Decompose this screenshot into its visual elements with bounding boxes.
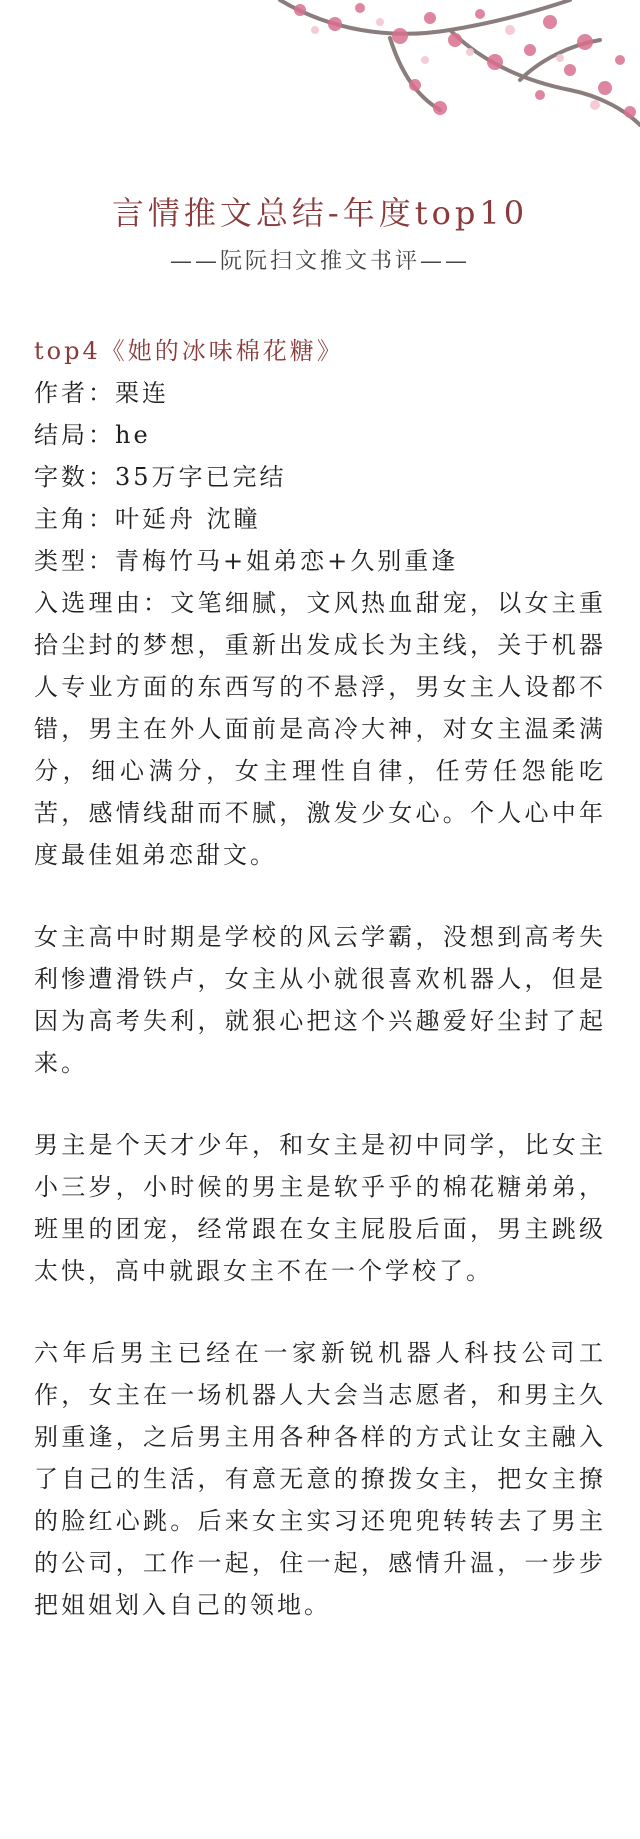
article-body bbox=[34, 330, 606, 1626]
plum-blossom-branch-icon bbox=[240, 0, 640, 140]
book-ending: 结局：he bbox=[34, 421, 151, 449]
book-word-count: 字数：35万字已完结 bbox=[34, 463, 287, 491]
paragraph-1: 女主高中时期是学校的风云学霸，没想到高考失利惨遭滑铁卢，女主从小就很喜欢机器人，但是因为高考失利，就狠心把这个兴趣爱好尘封了起来。 bbox=[34, 923, 606, 1077]
book-leads: 主角：叶延舟 沈瞳 bbox=[34, 505, 261, 533]
page-title: 言情推文总结-年度top10 bbox=[111, 194, 529, 232]
book-author: 作者：栗连 bbox=[34, 379, 169, 407]
book-reason: 入选理由：文笔细腻，文风热血甜宠，以女主重拾尘封的梦想，重新出发成长为主线，关于机器人专业方面的东西写的不悬浮，男女主人设都不错，男主在外人面前是高冷大神，对女主温柔满分，细心满分，女主理性自律，任劳任怨能吃苦，感情线甜而不腻，激发少女心。个人心中年度最佳姐弟恋甜文。 bbox=[34, 589, 606, 869]
page-subtitle: ——阮阮扫文推文书评—— bbox=[169, 249, 470, 274]
book-genre: 类型：青梅竹马+姐弟恋+久别重逢 bbox=[34, 547, 459, 575]
paragraph-3: 六年后男主已经在一家新锐机器人科技公司工作，女主在一场机器人大会当志愿者，和男主久别重逢，之后男主用各种各样的方式让女主融入了自己的生活，有意无意的撩拨女主，把女主撩的脸红心跳。后来女主实习还兜兜转转去了男主的公司，工作一起，住一起，感情升温，一步步把姐姐划入自己的领地。 bbox=[34, 1339, 606, 1619]
paragraph-2: 男主是个天才少年，和女主是初中同学，比女主小三岁，小时候的男主是软乎乎的棉花糖弟弟，班里的团宠，经常跟在女主屁股后面，男主跳级太快，高中就跟女主不在一个学校了。 bbox=[34, 1131, 606, 1285]
book-title: top4《她的冰味棉花糖》 bbox=[34, 337, 344, 365]
